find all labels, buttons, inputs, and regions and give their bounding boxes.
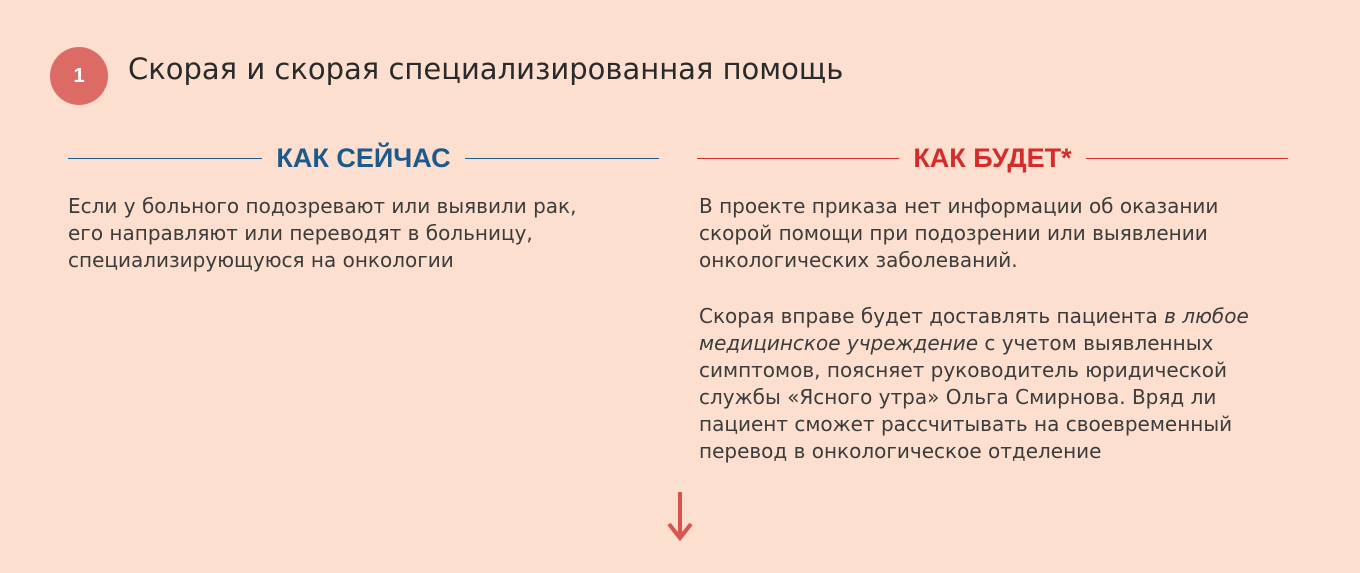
text-span: с учетом выявленных: [978, 331, 1214, 355]
text-line: пациент сможет рассчитывать на своевременный: [699, 412, 1233, 436]
header-rule-right: [1086, 158, 1288, 159]
column-header-now: [68, 138, 659, 178]
text-line: службы «Ясного утра» Ольга Смирнова. Вряд ли: [699, 385, 1217, 409]
column-header-future: [697, 138, 1288, 178]
text-emphasis: в любое: [1164, 304, 1249, 328]
future-description-paragraph-2: [699, 303, 1289, 465]
text-span: Скорая вправе будет доставлять пациента: [699, 304, 1165, 328]
text-line: его направляют или переводят в больницу,: [68, 221, 533, 245]
text-line: специализирующуюся на онкологии: [68, 248, 454, 272]
text-line: онкологических заболеваний.: [699, 248, 1018, 272]
page-title: Скорая и скорая специализированная помощь: [128, 52, 844, 86]
text-line: симптомов, поясняет руководитель юридической: [699, 358, 1227, 382]
header-rule-left: [697, 158, 899, 159]
header-rule-left: [68, 158, 262, 159]
text-line: скорой помощи при подозрении или выявлении: [699, 221, 1208, 245]
step-number: 1: [73, 64, 85, 87]
column-heading-future: КАК БУДЕТ*: [913, 142, 1072, 173]
step-number-badge: [50, 47, 108, 105]
text-line: перевод в онкологическое отделение: [699, 439, 1102, 463]
text-line: [699, 303, 1289, 330]
text-line: В проекте приказа нет информации об оказании: [699, 194, 1219, 218]
now-description: [68, 193, 628, 274]
arrow-down-icon: [667, 490, 693, 542]
column-heading-now: КАК СЕЙЧАС: [276, 142, 451, 173]
future-description-paragraph-1: [699, 193, 1279, 274]
header-rule-right: [465, 158, 659, 159]
text-emphasis: медицинское учреждение: [699, 331, 979, 355]
text-line: Если у больного подозревают или выявили рак,: [68, 194, 577, 218]
text-line: [699, 330, 1289, 357]
